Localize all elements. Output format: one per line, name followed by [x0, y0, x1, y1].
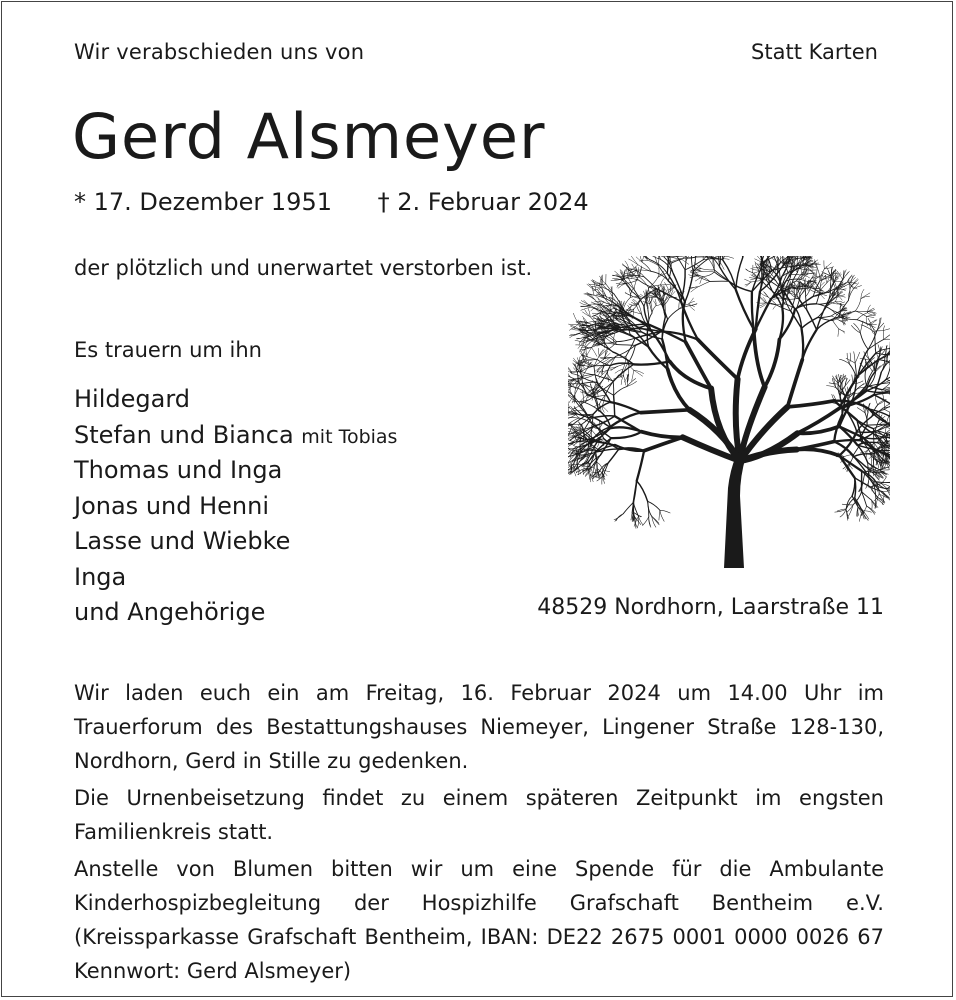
donation-paragraph: Anstelle von Blumen bitten wir um eine Spende für die Ambulante Kinderhospizbegleitung der Hospizhilfe Grafschaft Bentheim e.V. (Kreissparkasse Grafschaft Bentheim, IBAN: DE22 2675 0001 0000 0026 67 Kennwort: Gerd Alsmeyer)	[74, 857, 884, 983]
mourning-intro: Es trauern um ihn	[74, 338, 262, 362]
family-list	[74, 382, 397, 631]
family-member: Inga	[74, 562, 127, 591]
family-member-extra: mit Tobias	[301, 425, 398, 448]
subline-text: der plötzlich und unerwartet verstorben ist.	[74, 256, 533, 280]
family-member: Stefan und Bianca mit Tobias	[74, 420, 398, 449]
family-member: und Angehörige	[74, 598, 266, 626]
birth-date: * 17. Dezember 1951	[74, 188, 332, 216]
family-member: Thomas und Inga	[74, 456, 283, 484]
family-address: 48529 Nordhorn, Laarstraße 11	[537, 595, 884, 620]
life-dates	[74, 188, 589, 216]
family-member: Lasse und Wiebke	[74, 527, 291, 555]
intro-text: Wir verabschieden uns von	[74, 40, 365, 64]
statt-karten-text: Statt Karten	[751, 40, 878, 64]
invitation-paragraph: Wir laden euch ein am Freitag, 16. Februar 2024 um 14.00 Uhr im Trauerforum des Bestattungshauses Niemeyer, Lingener Straße 128-130, Nordhorn, Gerd in Stille zu gedenken.	[74, 681, 884, 773]
family-member: Hildegard	[74, 385, 191, 413]
burial-paragraph: Die Urnenbeisetzung findet zu einem späteren Zeitpunkt im engsten Familienkreis statt.	[74, 786, 884, 844]
bare-tree-icon	[568, 256, 890, 568]
death-date: † 2. Februar 2024	[377, 188, 589, 216]
deceased-name: Gerd Alsmeyer	[72, 100, 546, 173]
family-member: Jonas und Henni	[74, 491, 269, 520]
